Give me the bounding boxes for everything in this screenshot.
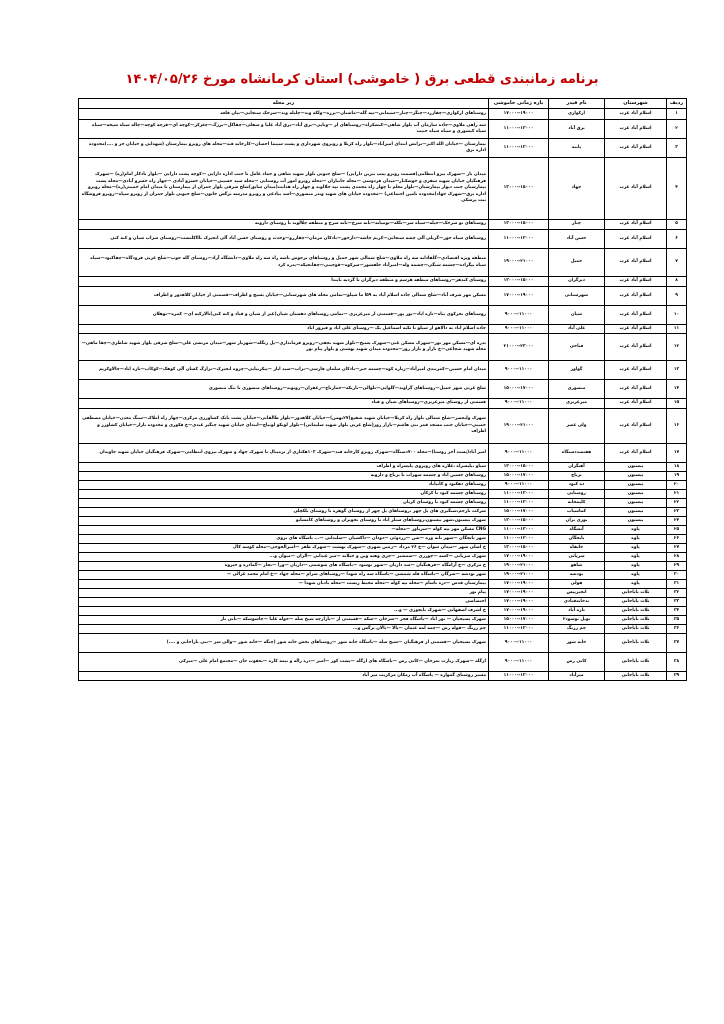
row-num: ۲۳ (667, 508, 687, 517)
row-city: پاوه (605, 553, 667, 562)
row-time: ۱۱۰۰۰--۱۳۰۰۰ (489, 230, 549, 249)
table-row (79, 120, 687, 139)
row-num: ۳ (667, 139, 687, 158)
table-row (79, 517, 687, 526)
row-feeder: فتاحی (549, 334, 605, 361)
schedule-table (78, 98, 687, 681)
row-num: ۱۷ (667, 444, 687, 463)
row-area: چم زرنگ —قوله رش —چمه لمه عثمان —بالا —بالان نرگس و... (79, 625, 489, 634)
row-time: ۱۵۰۰۰--۱۷۰۰۰ (489, 472, 549, 481)
table-row (79, 526, 687, 535)
table-row (79, 230, 687, 249)
row-num: ۲۷ (667, 544, 687, 553)
row-time: ۱۵۰۰۰--۱۷۰۰۰ (489, 616, 549, 625)
header-time: بازه زمانی خاموشی (489, 99, 549, 109)
row-num: ۸ (667, 277, 687, 287)
row-time: ۹۰۰۰--۱۱۰۰۰ (489, 361, 549, 380)
row-city: بیستون (605, 472, 667, 481)
row-num: ۲۲ (667, 499, 687, 508)
row-time: ۱۳۰۰۰--۱۵۰۰۰ (489, 463, 549, 472)
row-city: بیستون (605, 508, 667, 517)
row-area: شهرک بسیجیان —قسمتی از فرهنگیان —شیخ صله —باسگاه خانه شور —روستاهای بخش خانه شور (چنگه —خانه شور —والی سر —بنی تاراخانی و ....) (79, 634, 489, 653)
row-num: ۲۸ (667, 553, 687, 562)
row-feeder: کلیمخانه (549, 499, 605, 508)
row-feeder: جهاد (549, 158, 605, 220)
row-num: ۱ (667, 109, 687, 120)
row-area: مسکن مهر شرف آباد—شلخ شمالی جاده اسلام آباد به ۵۹ا ما سیلو—تمامی محله های شهرستانی—خیابان بسیج و اطراف—قسمتی از خیابان کلاهدوز و اطراف (79, 287, 489, 306)
row-area: بیمارستان —خیابان الله اکبر—ترانس ابتدای امیرآباد—بلوار راه کربلا و روبروی شهرداری و پشت سینما احسان—کارخانه قند—محله های روبرو بیمارستان (شهدایی و خیابان حر و ....)محدوده اداره برق (79, 139, 489, 158)
row-city: بیستون (605, 499, 667, 508)
row-area: شرکت نارجم،سنگبری های پل چهر ،روستاهای پل چهر از روستای گوهره تا روستای بلکچلی (79, 508, 489, 517)
row-num: ۳۷ (667, 634, 687, 653)
row-time: ۱۱۰۰۰--۱۳۰۰۰ (489, 672, 549, 681)
row-time: ۱۳۰۰۰--۱۵۰۰۰ (489, 544, 549, 553)
row-time: ۱۷۰۰۰--۱۹۰۰۰ (489, 589, 549, 598)
row-time: ۹۰۰۰--۱۱۰۰۰ (489, 653, 549, 672)
row-area: سیاو ،پلیسراه ،علاره های روبروی پلیسراه و اطراف (79, 463, 489, 472)
row-feeder: آتشگاه (549, 526, 605, 535)
row-num: ۳۴ (667, 607, 687, 616)
row-feeder: بابجگان (549, 535, 605, 544)
row-city: اسلام آباد غرب (605, 120, 667, 139)
row-feeder: تازه آباد (549, 607, 605, 616)
row-city: ثلاث باباجانی (605, 625, 667, 634)
row-num: ۱۹ (667, 472, 687, 481)
row-time: ۱۷۰۰۰--۱۹۰۰۰ (489, 607, 549, 616)
row-time: ۱۹۰۰۰--۲۱۰۰۰ (489, 249, 549, 277)
table-row (79, 399, 687, 409)
row-city: پاوه (605, 535, 667, 544)
row-time: ۱۱۰۰۰--۱۳۰۰۰ (489, 625, 549, 634)
table-row (79, 508, 687, 517)
row-area: CNG مسکن مهر تپه کوله —سرپاور —محله— (79, 526, 489, 535)
table-row (79, 598, 687, 607)
row-area: قسمتی از روستای میرعزیزی—روستاهای شیان و قباد (79, 399, 489, 409)
row-num: ۲۴ (667, 517, 687, 526)
row-city: اسلام آباد غرب (605, 444, 667, 463)
row-time: ۱۹۰۰۰--۲۱۰۰۰ (489, 409, 549, 444)
row-city: ثلاث باباجانی (605, 589, 667, 598)
row-feeder: خانه شور (549, 634, 605, 653)
row-num: ۲۰ (667, 481, 687, 490)
row-feeder: ارکوازی (549, 109, 605, 120)
table-row (79, 306, 687, 325)
table-row (79, 463, 687, 472)
header-num: ردیف (667, 99, 687, 109)
table-row (79, 535, 687, 544)
row-num: ۳۱ (667, 580, 687, 589)
row-time: ۹۰۰۰--۱۱۰۰۰ (489, 325, 549, 334)
row-city: ثلاث باباجانی (605, 598, 667, 607)
row-num: ۲۱ (667, 490, 687, 499)
row-area: ازگله —شهرک زیارت تمرخان —کانی رش —باسگاه های ازگله —پشت کور —امیر —دره زاله و نیمه کاره —یعقوب جان —مجتمع امام علی —میرکی (79, 653, 489, 672)
header-area: زیر محله (79, 99, 489, 109)
table-header-row (79, 99, 687, 109)
row-num: ۱۲ (667, 334, 687, 361)
row-time: ۹۰۰۰--۱۱۰۰۰ (489, 634, 549, 653)
row-time: ۱۹۰۰۰--۲۱۰۰۰ (489, 562, 549, 571)
row-area: روستاهای حسین اباد و چشمه سهراب تا برناج و دارونه (79, 472, 489, 481)
row-city: پاوه (605, 544, 667, 553)
table-row (79, 653, 687, 672)
row-time: ۱۱۰۰۰--۱۳۰۰۰ (489, 535, 549, 544)
row-num: ۷ (667, 249, 687, 277)
row-num: ۳۸ (667, 653, 687, 672)
row-area: شهرک سرپانی —کسه —چورزی —شمشیر —جری وهته وین و جیلانه —میر عیدانی —الران —میوان و... (79, 553, 489, 562)
row-area: منطقه ویژه اقتصادی—گلفادانه سه راه ملاوی—شلخ شمالی شهر حمیل و روستاهای ترجوش تاسه راه سه راه ملاوی—دانشگاه آزاد—روستای گله جوب—شلخ غربی فرودگاه—چقاکبود—سیاه سیاه بیگزاده—چشمه سنگی—چشمه وله—امیرآباد خلفشور—سرکوه—قوجینی—چقانجیکه—پدره کرد (79, 249, 489, 277)
row-area: شهر نودشه —شرگان —باسگاه قله شمشی —باسگاه سه راه شهدا —روستاهای شرام —محله جهاد —خ امام محمد غزالی — (79, 571, 489, 580)
row-area: شهرک بسیجیان — نور اباد —باسگاه فجر —شرخان —شکه —قسمتی از —بازارچه شیخ صله —خوله علیا —چاسوسکه —بانی نار (79, 616, 489, 625)
table-row (79, 616, 687, 625)
row-time: ۹۰۰۰--۱۱۰۰۰ (489, 481, 549, 490)
row-num: ۳۲ (667, 589, 687, 598)
row-feeder: هفتصددستگاه (549, 444, 605, 463)
row-city: اسلام آباد غرب (605, 158, 667, 220)
row-feeder: میرعزیزی (549, 399, 605, 409)
row-num: ۲۶ (667, 535, 687, 544)
table-row (79, 499, 687, 508)
row-feeder: آهنگران (549, 463, 605, 472)
header-city: شهرستان (605, 99, 667, 109)
table-row (79, 634, 687, 653)
row-feeder: نوزی بران (549, 517, 605, 526)
row-num: ۴ (667, 158, 687, 220)
row-feeder: ولی عصر (549, 409, 605, 444)
row-city: بیستون (605, 481, 667, 490)
row-city: اسلام آباد غرب (605, 409, 667, 444)
row-city: ثلاث باباجانی (605, 672, 667, 681)
row-area: روستاهای دهکبود و کانیاباد (79, 481, 489, 490)
row-city: بیستون (605, 517, 667, 526)
row-city: اسلام آباد غرب (605, 139, 667, 158)
row-area: شهرک ولیعصر—شلخ شمالی بلوار راه کربلا—خیابان شهید شفیع(۲۷بهمن)—خیابان کلاهدوز—بلوار طالقانی—خیابان پشت بانک کشاورزی مرکزی—چهار راه املاک—سنگ معدن—خیابان مصطفی خمینی—خیابان جنب مسجد قمر بنی هاشم—بازار روز(شلخ غربی بلوار شهید سلیمانی)—بلوار لوتکو لونیاچ—ابتدای خیابان شهید چنگیز عبدی—خ فکوری و محدوده بازار—خیابان کشاورز و اطراف (79, 409, 489, 444)
row-feeder: کانی رش (549, 653, 605, 672)
row-num: ۵ (667, 220, 687, 230)
row-feeder: علی آباد (549, 325, 605, 334)
row-num: ۳۰ (667, 571, 687, 580)
row-feeder: انجیرپیس (549, 589, 605, 598)
row-area: شلخ غربی شهر حمیل—روستاهای گراوند—گلوانی—تلوالی—باریکه—خمارتاج—زعفران—روتوند—روستاهای منصوری تا تنگ منصوری (79, 380, 489, 399)
page-title: برنامه زمانبندی قطعی برق ( خاموشی) استان کرمانشاه مورخ ۱۴۰۴/۰۵/۲۶ (125, 72, 599, 87)
row-city: اسلام آباد غرب (605, 361, 667, 380)
row-num: ۳۳ (667, 598, 687, 607)
row-city: اسلام آباد غرب (605, 277, 667, 287)
table-row (79, 472, 687, 481)
row-area: روستاهای چشمه کبود تا روستای کریان (79, 499, 489, 508)
row-num: ۱۵ (667, 399, 687, 409)
row-num: ۳۹ (667, 672, 687, 681)
row-feeder: پاینه (549, 139, 605, 158)
row-feeder: حسن آباد (549, 230, 605, 249)
row-num: ۶ (667, 230, 687, 249)
row-city: اسلام آباد غرب (605, 249, 667, 277)
row-time: ۱۱۰۰۰--۱۳۰۰۰ (489, 120, 549, 139)
table-row (79, 490, 687, 499)
table-row (79, 220, 687, 230)
row-feeder: میرآباد (549, 672, 605, 681)
row-city: اسلام آباد غرب (605, 220, 667, 230)
row-area: روستاهای سیاه خور—گزیلی آلی چشه سنجابی—کریم چاشه—دارخور—بادکان مرمان—چقازرو—وحدت و روستای حسن آباد آلی انجیرک تاااکلتشت—روستای سراب شیان و کنه کنی (79, 230, 489, 249)
row-area: خ اصلی شهر —میدان سوان —خ ۲۶ مرداد —زمین شهری —شهرک نهشت —شهرک ظفر —امیرالخوحی—محله کوسه کال (79, 544, 489, 553)
row-feeder: برناج (549, 472, 605, 481)
row-city: اسلام آباد غرب (605, 109, 667, 120)
row-feeder: هولی (549, 580, 605, 589)
row-time: ۹۰۰۰--۱۱۰۰۰ (489, 306, 549, 325)
row-city: اسلام آباد غرب (605, 399, 667, 409)
row-num: ۱۱ (667, 325, 687, 334)
row-area: خ اشرف اصفهانی —شهرک نایجوزی — و... (79, 607, 489, 616)
row-time: ۲۱۰۰۰--۲۳۰۰۰ (489, 334, 549, 361)
row-city: ثلاث باباجانی (605, 653, 667, 672)
table-row (79, 553, 687, 562)
table-row (79, 607, 687, 616)
row-feeder: شیان (549, 306, 605, 325)
row-city: بیستون (605, 463, 667, 472)
row-city: بیستون (605, 490, 667, 499)
row-area: امیر آباد(پست آخر روستا)—محله ۷۰۰دستگاه—شهرک روبرو کارخانه قند—شهرک ۱۰۳هکتاری از ترمینال تا شهرک جهاد و شهرک نیروی انتظامی—شهرک فرهنگیان خیابان شهید جاویدان (79, 444, 489, 463)
row-num: ۲۹ (667, 562, 687, 571)
row-time: ۱۷۰۰۰--۱۹۰۰۰ (489, 287, 549, 306)
row-time: ۱۳۰۰۰--۱۵۰۰۰ (489, 220, 549, 230)
row-time: ۱۷۰۰۰--۱۹۰۰۰ (489, 553, 549, 562)
row-city: ثلاث باباجانی (605, 616, 667, 625)
header-feeder: نام فیدر (549, 99, 605, 109)
table-row (79, 361, 687, 380)
row-num: ۳۶ (667, 625, 687, 634)
row-time: ۱۷۰۰۰--۱۹۰۰۰ (489, 580, 549, 589)
row-feeder: منصوری (549, 380, 605, 399)
row-area: میدان امام حسین—کمربندی امیرآباد—زیاره کوه—چشمه خیر—بادکان سلمان فارسی—تراب—سید ایاز —پیکرنیایی—چزوه انجیرک—تراژگ کسان آلی کوهک—کوکاب—تازه اباد—چالاوکریم (79, 361, 489, 380)
row-city: اسلام آباد غرب (605, 334, 667, 361)
row-feeder: شاهو (549, 562, 605, 571)
row-time: ۱۱۰۰۰--۱۳۰۰۰ (489, 490, 549, 499)
row-area: روستاهای تخرکوی بناه—تازه اباد—پور پور—قسمتی از میرعزیزی —تمامی روستاهای دهستان شیان(غیر از شیان و قباد و کنه کنی)تالارکبه ای— کمره—نوهلان (79, 306, 489, 325)
row-time: ۱۱۰۰۰--۱۳۰۰۰ (489, 139, 549, 158)
row-city: پاوه (605, 562, 667, 571)
row-feeder: نودشه (549, 571, 605, 580)
row-time: ۱۱۰۰۰--۱۳۰۰۰ (489, 526, 549, 535)
row-feeder: خانقاه (549, 544, 605, 553)
table-row (79, 481, 687, 490)
row-area: روستاهای چشمه کبود تا کرکان (79, 490, 489, 499)
row-city: ثلاث باباجانی (605, 634, 667, 653)
row-area: بیمارستان قدس —دره باسام —محله تپه کوله —محله محیط زیست —محله بادبان شهدا — (79, 580, 489, 589)
row-city: اسلام آباد غرب (605, 325, 667, 334)
row-city: پاوه (605, 571, 667, 580)
row-time: ۹۰۰۰--۱۱۰۰۰ (489, 444, 549, 463)
table-row (79, 409, 687, 444)
table-row (79, 287, 687, 306)
row-feeder: گواور (549, 361, 605, 380)
row-city: ثلاث باباجانی (605, 607, 667, 616)
row-num: ۱۳ (667, 361, 687, 380)
row-feeder: ده کبود (549, 481, 605, 490)
row-time: ۱۵۰۰۰--۱۷۰۰۰ (489, 508, 549, 517)
row-time: ۱۵۰۰۰--۱۷۰۰۰ (489, 380, 549, 399)
row-feeder: حمیل (549, 249, 605, 277)
row-feeder: چنار (549, 220, 605, 230)
table-row (79, 277, 687, 287)
row-area: بدره ای—مسکن مهر نور—شهرک مسکن غنی—شهرک پسیج—بلوار شهید نجفی—روبرو فرمانداری—پل زنگله—شهربار شهر—میدان مرتضی علی—شلخ شرقی بلوار شهید شاطری—چقا ماهی—محله شهید شجاعی—خ بازار و بازار روز—محدوده میدان شهید بهشتی و بلوار پیام نور (79, 334, 489, 361)
table-row (79, 589, 687, 598)
row-feeder: روستایی (549, 490, 605, 499)
row-time: ۹۰۰۰--۱۱۰۰۰ (489, 399, 549, 409)
table-row (79, 571, 687, 580)
row-num: ۳۵ (667, 616, 687, 625)
row-area: میدان بار —شهرک نیرو انتظامی(قسمت روبرو پمپ بنزین دارایی) —شلخ جنوبی بلوار شهید شاهی و حماد عامل تا جنب اداره دارایی —کوچه پشت دارایی —بلوار بادکار امام(ره) —شهرک فرهنگیان خیابان شهید سفری و خوشکنار—میدان فردوسی —محله جانبازان —محله روبرو امور آب روستایی —محله سید حسینی—خیابان خسرو آبادی —جهار راه خسرو آبادی—محله پشت بیمارستان جنب دیوار بیمارستان—بلوار معلم تا چهار راه محمدی پشت تپه جلالوند و چهار راه هدایت(میدان سابق)شلخ شرقی بلوار جمران از بیمارستان تا میدان امام خمینی(ره)—محله روبرو اداره برق—شهرک جهاد(محدوده تامین اجتماعی) —محدوده خیابان های شهید وندر منصوری—اسد بیادغی و روبرو مدرسه نرگس خاتون—شلخ جنوبی بلوار جمران از روبرو سپاه—روبرو فروشگاه ثبت پزشکی (79, 158, 489, 220)
row-feeder: تونل نوسود۲ (549, 616, 605, 625)
row-feeder: شهرستانی (549, 287, 605, 306)
row-area: شهر بابجگان —شهر بانه وره —شن —زردوئی —دودان —داکسیان —سلیدانی —... باسگاه های بروی (79, 535, 489, 544)
row-feeder: دیزگران (549, 277, 605, 287)
row-area: اختصاصی (79, 598, 489, 607)
table-row (79, 139, 687, 158)
row-num: ۱۰ (667, 306, 687, 325)
table-row (79, 444, 687, 463)
row-feeder: چم زرنگ (549, 625, 605, 634)
table-row (79, 325, 687, 334)
row-area: پیام نور (79, 589, 489, 598)
row-area: روستاهای ارکوازی—چقازرد—چنگر—چنار—سیمانی—تپه گله—ماشتان—برزه—ولکه وند—چلیله وند—سرخک سنجابی—بیان قلعه (79, 109, 489, 120)
row-area: جاده اسلام اباد به دالاهو از سیلو تا تکیه اسماعیل بک —روستای علی اباد و فیروز اباد (79, 325, 489, 334)
row-area: روستای کندهر—روستاهای منطقه هرسم و منطقه دیزگران تا گردنه نابندا (79, 277, 489, 287)
row-num: ۹ (667, 287, 687, 306)
row-num: ۲ (667, 120, 687, 139)
table-row (79, 672, 687, 681)
row-num: ۲۵ (667, 526, 687, 535)
table-row (79, 580, 687, 589)
row-area: خ مرکزی —خ آرامگاه —فرهنگیان —سد داریان —شهر نوسود —باسگاه های شوشمی —داریان —ورا —تجاز —گمادره و خیروه (79, 562, 489, 571)
row-num: ۱۴ (667, 380, 687, 399)
row-city: اسلام آباد غرب (605, 306, 667, 325)
row-city: پاوه (605, 526, 667, 535)
table-row (79, 249, 687, 277)
row-time: ۱۳۰۰۰--۱۵۰۰۰ (489, 277, 549, 287)
row-city: اسلام آباد غرب (605, 230, 667, 249)
row-feeder: سرپانی (549, 553, 605, 562)
row-feeder: بدخانه‌قبادی (549, 598, 605, 607)
row-time: ۱۹۰۰۰--۲۱۰۰۰ (489, 571, 549, 580)
row-feeder: کماسیاب (549, 508, 605, 517)
row-num: ۱۸ (667, 463, 687, 472)
table-row (79, 544, 687, 553)
row-num: ۱۶ (667, 409, 687, 444)
table-row (79, 380, 687, 399)
row-area: سه راهی ملاوی—جاده سازمان آب بلوار شاهی—کنشکراه—روستاهای لر —وتاپی—برق آباد—برق آباد علیا و سفلی—چقاکل—برزگ—چغرکر—کوچه ای—قرچه کوچه—چاله سیاه شیخه—سیاه سیاه کیشوری و سیاه سیاه حبیب (79, 120, 489, 139)
table-row (79, 562, 687, 571)
table-row (79, 158, 687, 220)
row-city: اسلام آباد غرب (605, 287, 667, 306)
table-row (79, 109, 687, 120)
row-time: ۱۳۰۰۰--۱۵۰۰۰ (489, 158, 549, 220)
row-time: ۱۳۰۰۰--۱۵۰۰۰ (489, 517, 549, 526)
row-city: پاوه (605, 580, 667, 589)
row-area: روستاهای تو سرخک—خیله—سیاه سر—بلکه—تومیانه—بانه سرخ—بانه سرخ و منطقه چلالوند تا روستای دارونه (79, 220, 489, 230)
row-time: ۱۷۰۰۰--۱۹۰۰۰ (489, 598, 549, 607)
row-city: اسلام آباد غرب (605, 380, 667, 399)
row-time: ۱۱۰۰۰--۱۳۰۰۰ (489, 499, 549, 508)
row-feeder: برق آباد (549, 120, 605, 139)
table-row (79, 625, 687, 634)
table-row (79, 334, 687, 361)
row-area: شهرک بیستون،شهر بیستون،روستاهای ستلر اباد تا روستای تجوبران و روستاهای کامشانو (79, 517, 489, 526)
table-body (79, 109, 687, 681)
row-time: ۱۷۰۰۰--۱۹۰۰۰ (489, 109, 549, 120)
row-area: مسیر روستای گمواره — پاسگاه آب زمکان مرکزیت میر آباد (79, 672, 489, 681)
